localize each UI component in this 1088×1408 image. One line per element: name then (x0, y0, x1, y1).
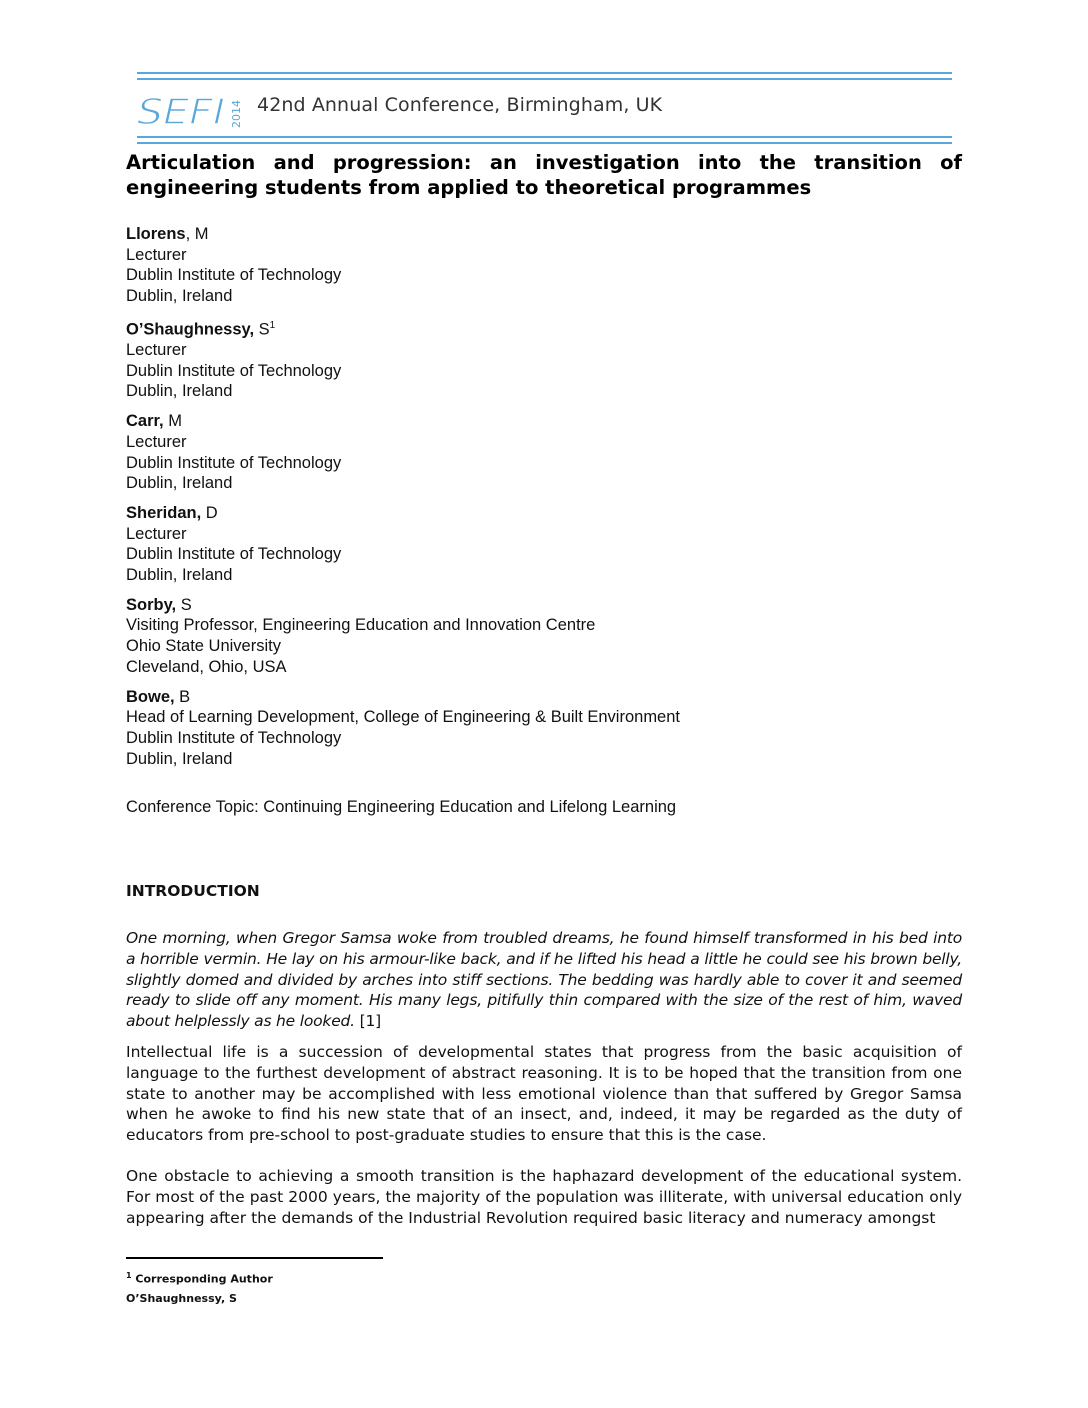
author-surname: Llorens (126, 225, 186, 243)
author-list (126, 224, 946, 778)
header-rule-bottom (137, 136, 952, 138)
author-initial: M (163, 412, 182, 431)
author-initial: D (201, 503, 218, 522)
body-paragraph: One obstacle to achieving a smooth transition is the haphazard development of the educational system. For most of the past 2000 years, the majority of the population was illiterate, with universal education only appearing after the demands of the Industrial Revolution required basic literacy and numeracy amongst (126, 1167, 962, 1227)
author-surname: Sorby, (126, 595, 177, 614)
author-initial: S (176, 595, 192, 614)
header-rule-top-2 (137, 78, 952, 80)
author-surname: Sheridan, (126, 503, 202, 522)
author-initial: B (174, 687, 191, 706)
citation: [1] (354, 1012, 381, 1031)
author-role: Lecturer (126, 245, 187, 264)
section-heading: INTRODUCTION (126, 882, 260, 900)
author-role: Visiting Professor, Engineering Education and Innovation Centre (126, 616, 596, 635)
author-institution: Dublin Institute of Technology (126, 728, 342, 747)
conference-name: 42nd Annual Conference, Birmingham, UK (257, 94, 663, 116)
author-institution: Dublin Institute of Technology (126, 453, 342, 472)
author-role: Head of Learning Development, College of Engineering & Built Environment (126, 708, 680, 727)
quote-text: One morning, when Gregor Samsa woke from troubled dreams, he found himself transformed in his bed into a horrible vermin. He lay on his armour-like back, and if he lifted his head a little he could see his brown belly, slightly domed and divided by arches into stiff sections. The bedding was hardly able to cover it and seemed ready to slide off any moment. His many legs, pitifully thin compared with the size of the rest of him, waved about helplessly as he looked. (126, 929, 962, 1031)
footnote (126, 1266, 273, 1308)
author-block (126, 687, 946, 770)
author-institution: Dublin Institute of Technology (126, 361, 342, 380)
author-location: Cleveland, Ohio, USA (126, 657, 287, 676)
author-institution: Dublin Institute of Technology (126, 266, 342, 285)
author-block (126, 595, 946, 678)
footnote-rule (126, 1257, 383, 1259)
header-rule-top (137, 72, 952, 74)
author-location: Dublin, Ireland (126, 382, 233, 401)
author-location: Dublin, Ireland (126, 566, 233, 585)
author-location: Dublin, Ireland (126, 749, 233, 768)
author-role: Lecturer (126, 341, 187, 360)
author-institution: Ohio State University (126, 637, 281, 656)
footnote-line-1: Corresponding Author (131, 1272, 273, 1286)
author-block (126, 316, 946, 402)
author-surname: Bowe, (126, 687, 175, 706)
footnote-line-2: O’Shaughnessy, S (126, 1291, 237, 1305)
logo-year: 2014 (230, 100, 243, 128)
footnote-number: 1 (126, 1271, 132, 1280)
author-role: Lecturer (126, 432, 187, 451)
author-surname: Carr, (126, 412, 164, 431)
author-institution: Dublin Institute of Technology (126, 545, 342, 564)
sefi-logo (137, 90, 247, 130)
author-initial: , M (185, 225, 209, 243)
logo-wordmark: SEFI (137, 92, 225, 130)
header-rule-bottom-2 (137, 142, 952, 144)
footnote-marker: 1 (269, 319, 276, 331)
conference-header (137, 72, 952, 144)
intro-quote (126, 928, 962, 1032)
body-paragraph: Intellectual life is a succession of developmental states that progress from the basic acquisition of language to the furthest development of abstract reasoning. It is to be hoped that the transition from one state to another may be accomplished with less emotional violence than that suffered by Gregor Samsa when he awoke to find his new state that of an insect, and, indeed, it may be regarded as the duty of educators from pre-school to post-graduate studies to ensure that this is the case. (126, 1043, 962, 1145)
author-block (126, 411, 946, 494)
paper-title: Articulation and progression: an investigation into the transition of engineering students from applied to theoretical programmes (126, 151, 962, 199)
author-block (126, 224, 946, 307)
author-role: Lecturer (126, 524, 187, 543)
author-block (126, 503, 946, 586)
author-surname: O’Shaughnessy, (126, 320, 255, 339)
conference-topic: Conference Topic: Continuing Engineering Education and Lifelong Learning (126, 798, 677, 816)
author-location: Dublin, Ireland (126, 287, 233, 306)
author-location: Dublin, Ireland (126, 474, 233, 493)
author-initial: S (254, 320, 270, 339)
